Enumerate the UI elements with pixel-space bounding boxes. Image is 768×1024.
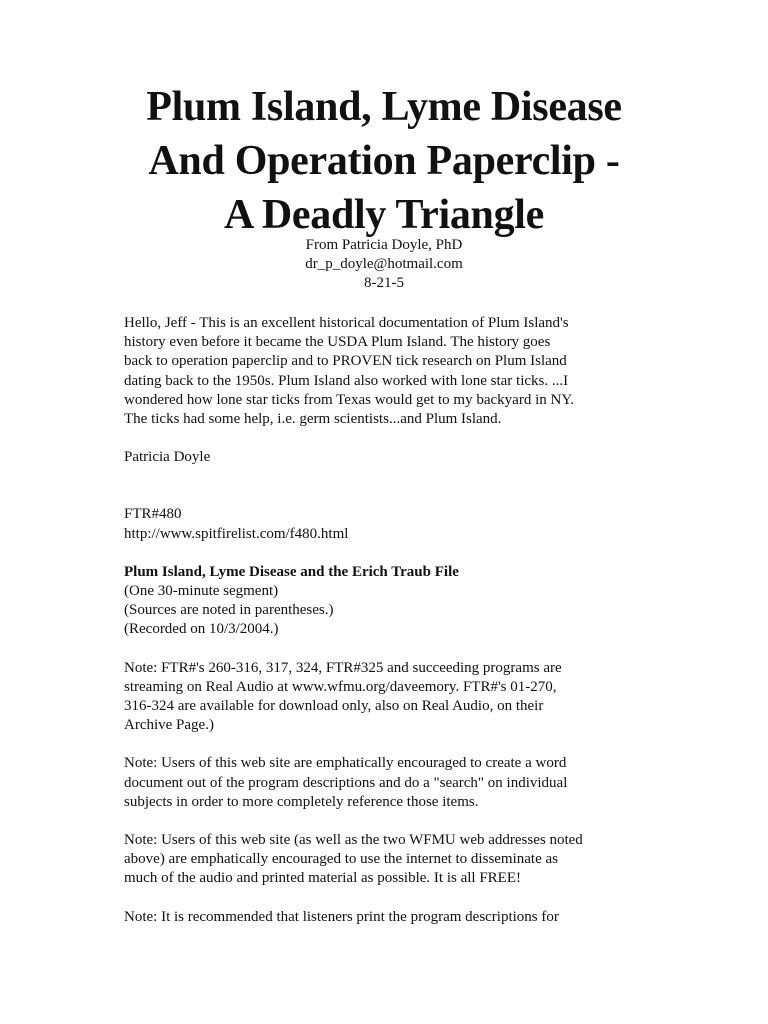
text-line: back to operation paperclip and to PROVEN tick research on Plum Island (124, 353, 567, 370)
text-line: The ticks had some help, i.e. germ scientists...and Plum Island. (124, 411, 502, 428)
text-line: 316-324 are available for download only, also on Real Audio, on their (124, 698, 544, 715)
document-body (124, 314, 654, 946)
note-disseminate (124, 831, 654, 889)
note-print (124, 908, 654, 927)
segment-info (124, 563, 654, 640)
text-line: Hello, Jeff - This is an excellent historical documentation of Plum Island's (124, 315, 569, 331)
document-title (60, 80, 708, 242)
title-line: And Operation Paperclip - (148, 138, 620, 184)
segment-length: (One 30-minute segment) (124, 583, 279, 600)
ftr-number: FTR#480 (124, 506, 182, 523)
signature (124, 448, 654, 467)
text-line: streaming on Real Audio at www.wfmu.org/daveemory. FTR#'s 01-270, (124, 678, 557, 695)
text-line: much of the audio and printed material as possible. It is all FREE! (124, 870, 521, 887)
text-line: Archive Page.) (124, 717, 214, 734)
segment-heading: Plum Island, Lyme Disease and the Erich Traub File (124, 563, 459, 580)
spacer (124, 486, 654, 505)
intro-paragraph (124, 314, 654, 429)
ftr-url-link[interactable]: http://www.spitfirelist.com/f480.html (124, 525, 349, 542)
signature-name: Patricia Doyle (124, 449, 211, 466)
text-line: Note: Users of this web site are emphatically encouraged to create a word (124, 755, 567, 772)
text-line: subjects in order to more completely reference those items. (124, 793, 479, 810)
text-line: document out of the program descriptions and do a "search" on individual (124, 774, 568, 791)
text-line: above) are emphatically encouraged to use the internet to disseminate as (124, 851, 558, 868)
sources-note: (Sources are noted in parentheses.) (124, 602, 334, 619)
text-line: Note: It is recommended that listeners print the program descriptions for (124, 908, 559, 925)
author-email: dr_p_doyle@hotmail.com (305, 256, 463, 272)
note-word-document (124, 754, 654, 812)
text-line: Note: Users of this web site (as well as the two WFMU web addresses noted (124, 832, 583, 849)
author-line: From Patricia Doyle, PhD (305, 237, 463, 253)
byline (60, 236, 708, 293)
title-line: A Deadly Triangle (223, 192, 545, 238)
text-line: dating back to the 1950s. Plum Island also worked with lone star ticks. ...I (124, 372, 569, 389)
text-line: history even before it became the USDA Plum Island. The history goes (124, 334, 551, 351)
title-line: Plum Island, Lyme Disease (146, 84, 622, 130)
text-line: wondered how lone star ticks from Texas would get to my backyard in NY. (124, 391, 574, 408)
note-streaming (124, 659, 654, 736)
recorded-date: (Recorded on 10/3/2004.) (124, 621, 279, 638)
ftr-reference (124, 505, 654, 543)
text-line: Note: FTR#'s 260-316, 317, 324, FTR#325 and succeeding programs are (124, 659, 562, 676)
document-date: 8-21-5 (364, 275, 404, 291)
